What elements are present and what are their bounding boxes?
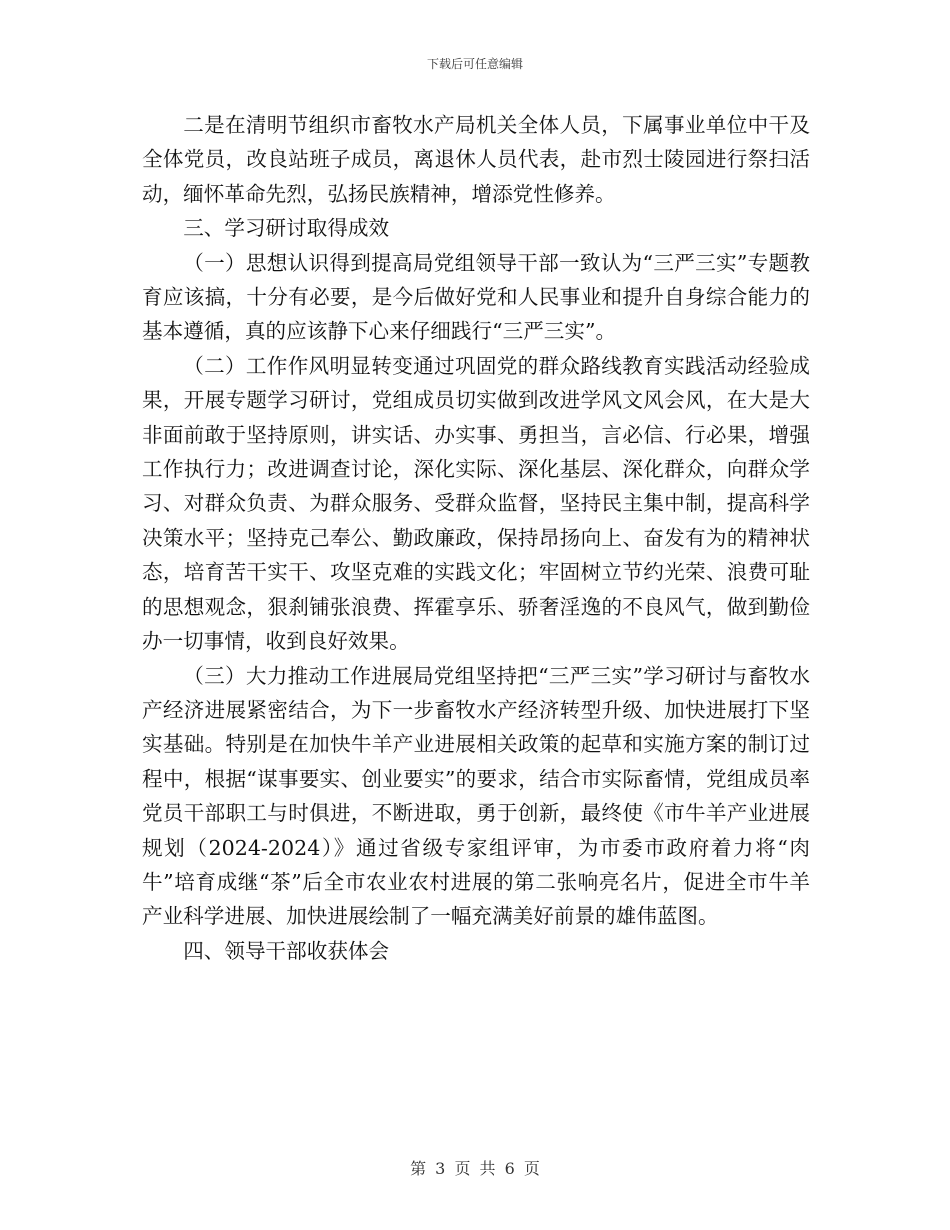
header-note: 下载后可任意编辑 (426, 57, 523, 71)
page-number: 第 3 页 共 6 页 (410, 1159, 540, 1178)
paragraph-memorial-activity: 二是在清明节组织市畜牧水产局机关全体人员，下属事业单位中干及全体党员，改良站班子成员，离退休人员代表，赴市烈士陵园进行祭扫活动，缅怀革命先烈，弘扬民族精神，增添党性修养。 (142, 113, 810, 206)
document-body (142, 108, 810, 968)
paragraph-work-style-changed: （二）工作作风明显转变通过巩固党的群众路线教育实践活动经验成果，开展专题学习研讨，党组成员切实做到改进学风文风会风，在大是大非面前敢于坚持原则，讲实话、办实事、勇担当，言必信、行必果，增强工作执行力；改进调查讨论，深化实际、深化基层、深化群众，向群众学习、对群众负责、为群众服务、受群众监督，坚持民主集中制，提高科学决策水平；坚持克己奉公、勤政廉政，保持昂扬向上、奋发有为的精神状态，培育苦干实干、攻坚克难的实践文化；牢固树立节约光荣、浪费可耻的思想观念，狠刹铺张浪费、挥霍享乐、骄奢淫逸的不良风气，做到勤俭办一切事情，收到良好效果。 (142, 353, 810, 654)
paragraph-work-progress: （三）大力推动工作进展局党组坚持把“三严三实”学习研讨与畜牧水产经济进展紧密结合，为下一步畜牧水产经济转型升级、加快进展打下坚实基础。特别是在加快牛羊产业进展相关政策的起草和实施方案的制订过程中，根据“谋事要实、创业要实”的要求，结合市实际畜情，党组成员率党员干部职工与时俱进，不断进取，勇于创新，最终使《市牛羊产业进展规划（2024-2024）》通过省级专家组评审，为市委市政府着力将“肉牛”培育成继“茶”后全市农业农村进展的第二张响亮名片，促进全市牛羊产业科学进展、加快进展绘制了一幅充满美好前景的雄伟蓝图。 (142, 663, 810, 929)
paragraph-awareness-improved: （一）思想认识得到提高局党组领导干部一致认为“三严三实”专题教育应该搞，十分有必要，是今后做好党和人民事业和提升自身综合能力的基本遵循，真的应该静下心来仔细践行“三严三实”。 (142, 250, 810, 344)
section-heading-results: 三、学习研讨取得成效 (183, 216, 390, 241)
section-heading-experience: 四、领导干部收获体会 (183, 938, 390, 963)
